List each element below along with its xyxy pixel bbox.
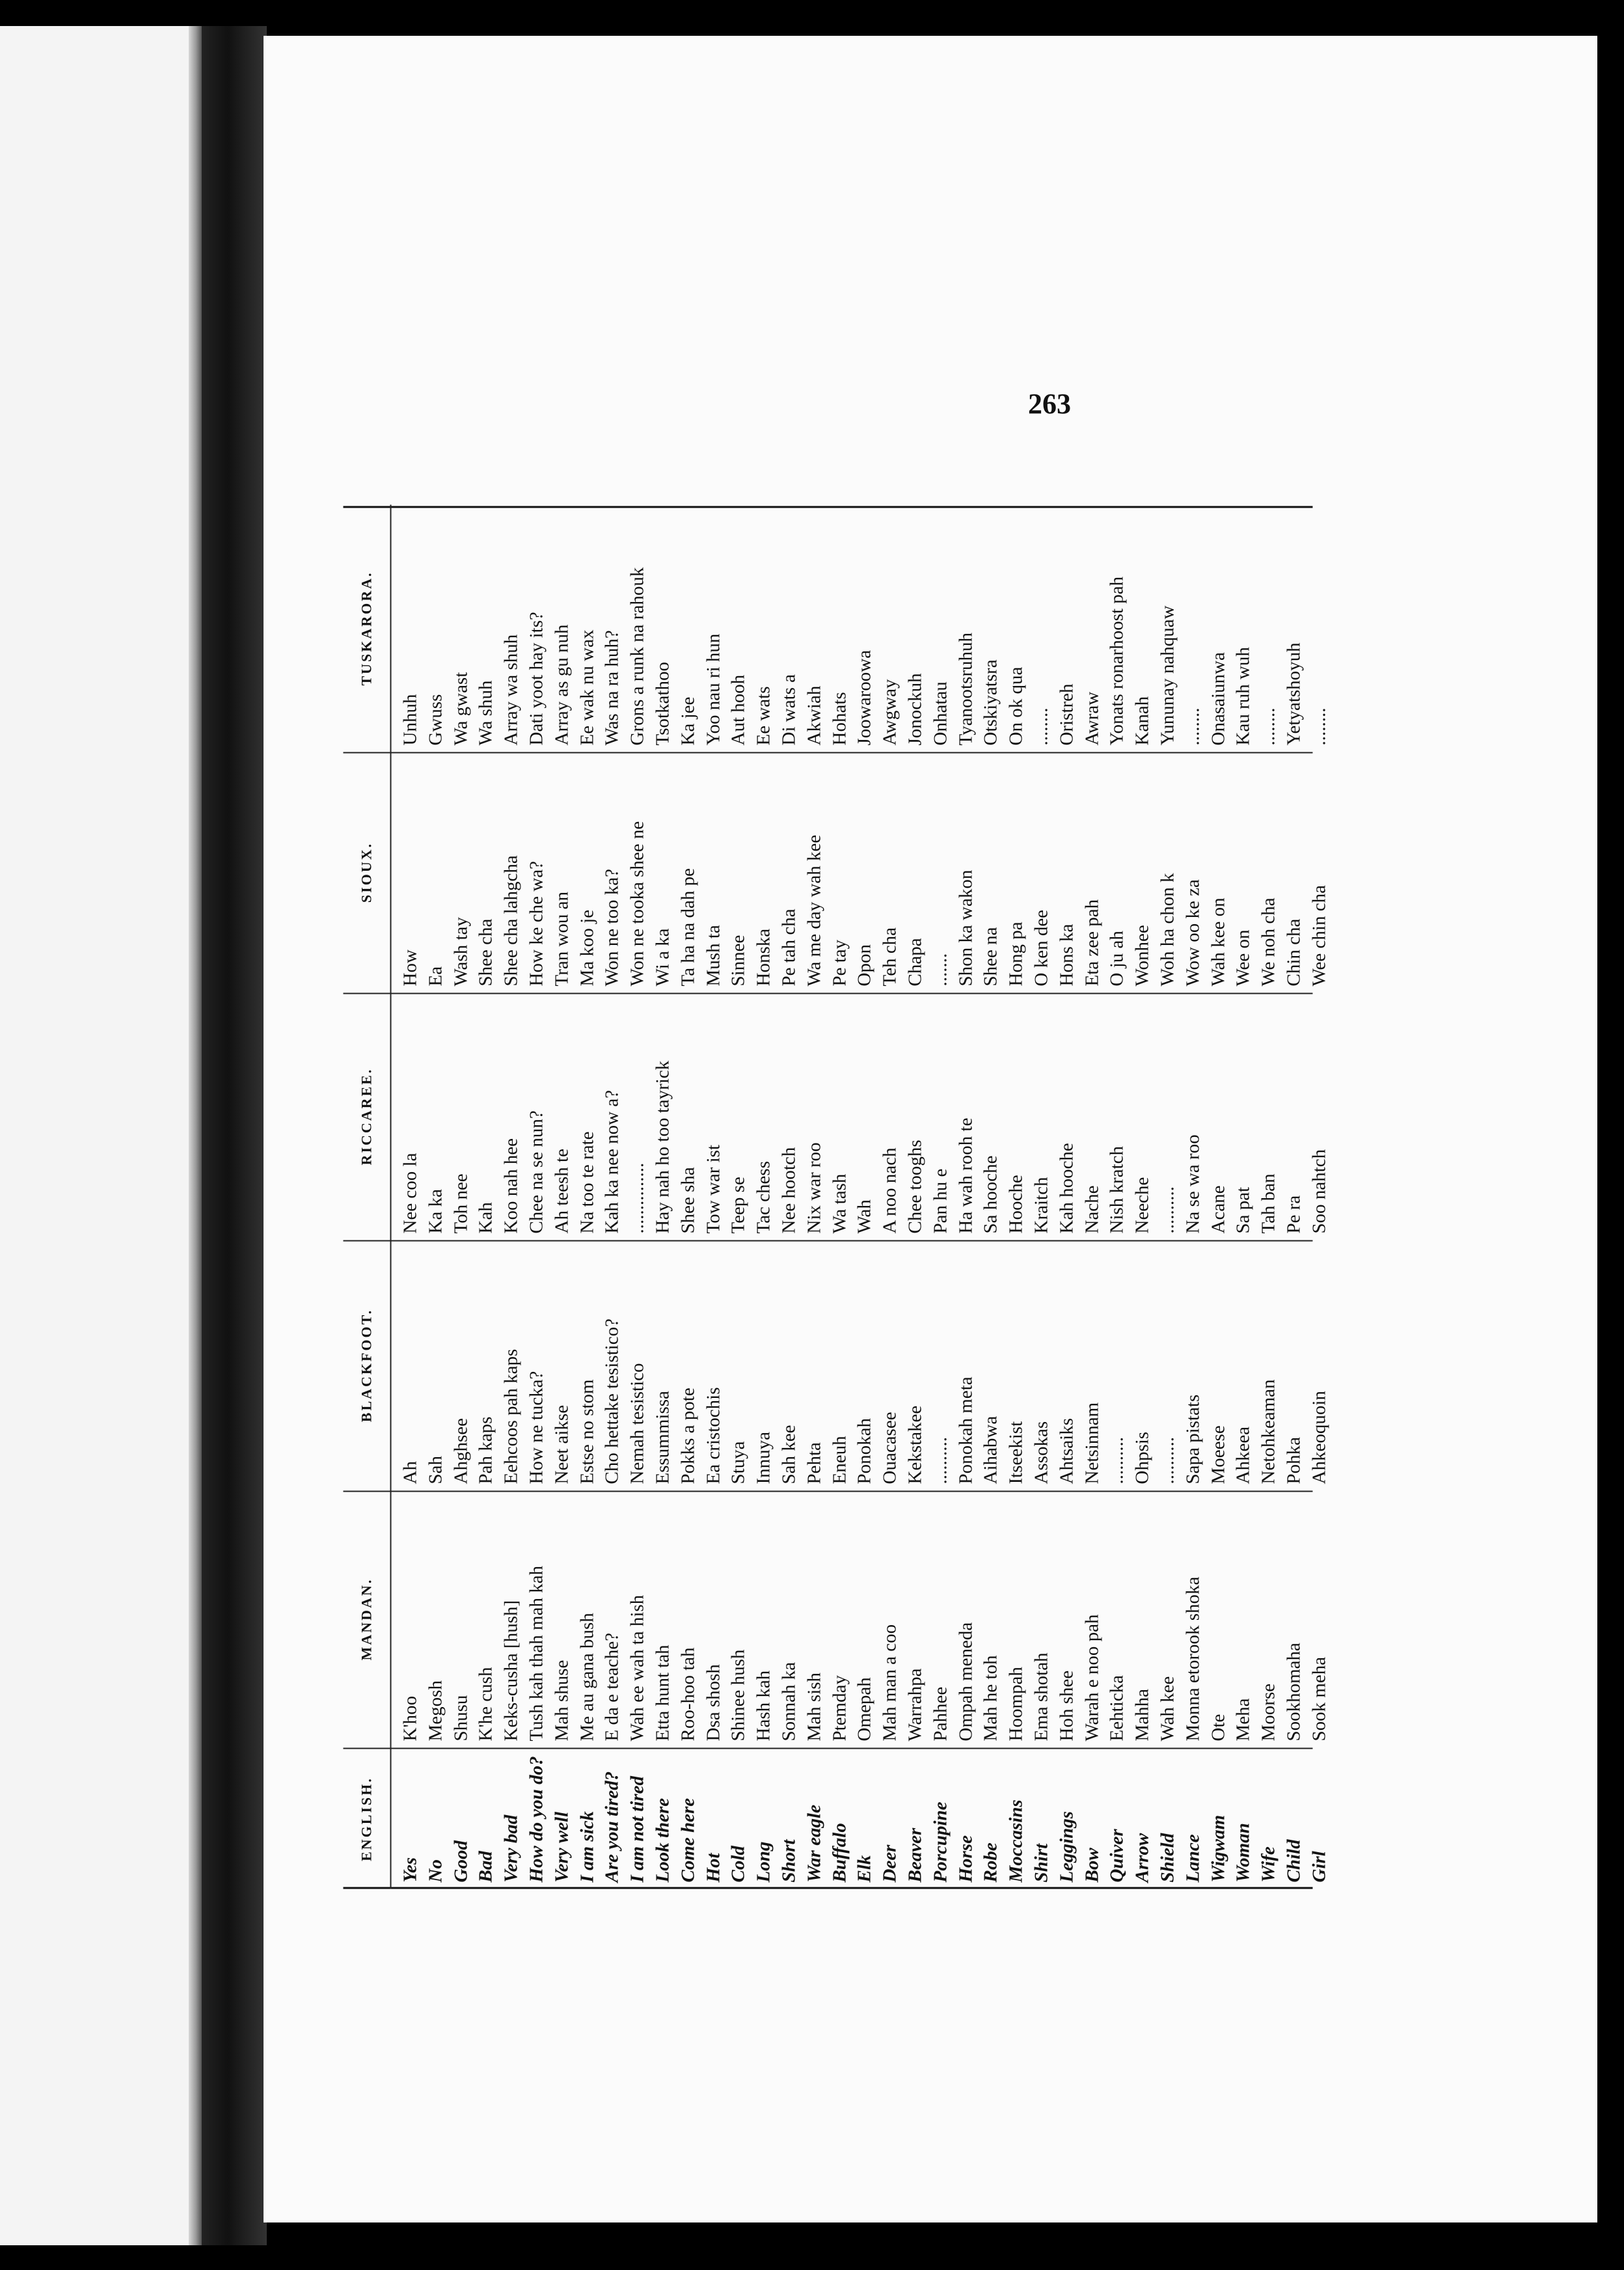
table-cell-tuskarora: Onasaiunwa [1208,652,1228,746]
table-cell-sioux: Won ne tooka shee ne [627,821,648,987]
table-cell-tuskarora: Unhuh [399,694,421,746]
table-cell-sioux: Shee cha lahgcha [500,855,522,987]
table-cell-sioux: Hons ka [1056,923,1077,987]
table-cell-mandan: Mah shuse [551,1660,573,1742]
table-cell-mandan: Mah he toh [980,1655,1001,1742]
table-cell-riccaree: Kah hooche [1056,1143,1077,1234]
column-body [392,1240,1332,1491]
table-cell-english: Bow [1081,1848,1103,1883]
table-cell-tuskarora: Wa shuh [475,680,496,746]
table-cell-english: Look there [652,1798,673,1883]
table-cell-english: Come here [677,1798,699,1883]
table-cell-sioux: Ta ha na dah pe [677,868,699,987]
table-cell-blackfoot: Ahtsaiks [1056,1418,1077,1484]
column-body [392,752,1332,993]
table-cell-riccaree: Sa hooche [980,1155,1001,1234]
table-cell-blackfoot: Kekstakee [904,1405,926,1484]
table-cell-blackfoot: Pah kaps [475,1416,496,1484]
table-cell-blackfoot: .......... [930,1437,951,1484]
table-cell-riccaree: Neeche [1131,1177,1153,1234]
table-cell-english: Buffalo [829,1823,850,1883]
table-cell-mandan: Me au gana bush [576,1613,598,1742]
table-cell-english: Horse [955,1835,977,1883]
column-header-mandan: MANDAN. [344,1491,392,1748]
table-cell-tuskarora: Jonockuh [904,673,926,746]
table-cell-english: Wigwam [1208,1814,1228,1883]
table-cell-tuskarora: Dati yoot hay its? [526,612,547,746]
table-cell-riccaree: Pan hu e [930,1168,951,1234]
table-cell-sioux: How ke che wa? [526,861,547,987]
table-cell-english: Elk [854,1855,875,1883]
column-mandan [344,1491,1330,1749]
page-fold [189,26,202,2245]
table-cell-sioux: O ju ah [1106,931,1128,987]
table-cell-tuskarora: Array wa shuh [500,634,522,746]
table-cell-riccaree: Chee tooghs [904,1140,926,1234]
table-cell-mandan: Ote [1208,1714,1228,1742]
table-cell-english: Leggings [1056,1811,1077,1883]
table-cell-tuskarora: Ka jee [677,696,699,746]
table-cell-blackfoot: Sah [425,1456,446,1484]
table-cell-english: Bad [475,1851,496,1883]
table-cell-english: Beaver [904,1827,926,1883]
table-cell-blackfoot: Ohpsis [1131,1431,1153,1484]
table-cell-sioux: Wi a ka [652,928,673,987]
column-body [392,993,1332,1240]
table-cell-blackfoot: Innuya [753,1431,774,1484]
table-cell-blackfoot: Sapa pistats [1182,1394,1204,1484]
table-cell-mandan: Sook meha [1308,1656,1330,1742]
table-cell-mandan: K'hoo [399,1695,421,1742]
table-cell-tuskarora: Di wats a [778,674,800,746]
table-cell-english: Porcupine [930,1801,951,1883]
table-cell-tuskarora: Yonats ronarhoost pah [1106,576,1128,746]
table-cell-blackfoot: Ouacasee [879,1412,900,1484]
table-cell-sioux: How [399,950,421,987]
table-cell-blackfoot: Pehta [804,1442,825,1484]
table-cell-mandan: Shusu [450,1695,472,1742]
table-cell-blackfoot: Ponokah meta [955,1376,977,1484]
table-cell-sioux: Honska [753,928,774,987]
table-cell-english: Woman [1232,1823,1254,1883]
table-cell-mandan: Shinee hush [727,1649,749,1742]
table-cell-blackfoot: Estse no stom [576,1379,598,1484]
table-cell-english: Robe [980,1842,1001,1883]
table-cell-sioux: Wa me day wah kee [804,834,825,987]
table-cell-sioux: Wee chin cha [1308,885,1330,987]
table-cell-tuskarora: Was na ra huh? [601,630,623,746]
table-cell-english: No [425,1859,446,1883]
table-cell-blackfoot: Stuya [727,1441,749,1484]
table-cell-mandan: Dsa shosh [703,1664,724,1742]
book-gutter [202,26,267,2245]
table-cell-sioux: Won ne too ka? [601,869,623,987]
table-cell-english: Shield [1157,1833,1178,1883]
table-cell-tuskarora: Otskiyatsra [980,659,1001,746]
table-cell-sioux: Hong pa [1005,922,1027,987]
previous-page [0,26,202,2245]
table-cell-english: Shirt [1031,1843,1052,1883]
table-cell-sioux: Wonhee [1131,925,1153,987]
table-cell-tuskarora: Joowaroowa [854,650,875,746]
table-cell-sioux: Ea [425,966,446,987]
table-cell-tuskarora: Ee wak nu wax [576,629,598,746]
table-cell-mandan: Pahhee [930,1686,951,1742]
table-cell-mandan: Warah e noo pah [1081,1614,1103,1742]
column-header-sioux: SIOUX. [344,752,392,993]
table-cell-riccaree: Nix war roo [804,1142,825,1234]
table-cell-blackfoot: Aihabwa [980,1415,1001,1484]
table-cell-riccaree: Nee hootch [778,1147,800,1234]
table-cell-english: Cold [727,1846,749,1883]
table-cell-blackfoot: Nemah tesistico [627,1363,648,1484]
vocabulary-table [344,506,1330,1889]
table-cell-riccaree: Soo nahtch [1308,1149,1330,1234]
table-cell-english: Arrow [1131,1833,1153,1883]
column-tuskarora [344,505,1330,754]
table-cell-riccaree: Wa tash [829,1173,850,1234]
column-header-blackfoot: BLACKFOOT. [344,1240,392,1491]
table-cell-riccaree: Ah teesh te [551,1149,573,1234]
table-cell-english: Girl [1308,1851,1330,1883]
table-cell-mandan: Warrahpa [904,1668,926,1742]
table-cell-tuskarora: ........ [1031,707,1052,746]
table-cell-blackfoot: Itseekist [1005,1421,1027,1484]
table-cell-tuskarora: Wa gwast [450,672,472,746]
table-cell-blackfoot: Cho hettake tesistico? [601,1319,623,1484]
table-cell-sioux: O ken dee [1031,909,1052,987]
table-cell-riccaree: Kah ka nee now a? [601,1089,623,1234]
table-cell-tuskarora: ........ [1308,707,1330,746]
table-cell-blackfoot: Ponokah [854,1418,875,1484]
table-cell-tuskarora: Hohats [829,692,850,746]
table-cell-sioux: Pe tah cha [778,909,800,987]
table-cell-sioux: Sinnee [727,935,749,987]
table-cell-mandan: K'he cush [475,1667,496,1742]
table-cell-sioux: Wee on [1232,929,1254,987]
table-cell-tuskarora: Akwiah [804,685,825,746]
table-cell-sioux: Tran wou an [551,891,573,987]
table-cell-english: Lance [1182,1834,1204,1883]
column-header-riccaree: RICCAREE. [344,993,392,1240]
table-cell-mandan: Meha [1232,1698,1254,1742]
table-cell-english: Wife [1258,1846,1279,1883]
table-cell-riccaree: Pe ra [1283,1195,1305,1234]
table-cell-tuskarora: Awraw [1081,691,1103,746]
table-cell-blackfoot: Ea cristochis [703,1387,724,1484]
table-cell-tuskarora: Onhatau [930,681,951,746]
table-cell-tuskarora: ........ [1258,707,1279,746]
table-cell-sioux: Woh ha chon k [1157,873,1178,987]
table-cell-mandan: Megosh [425,1680,446,1742]
table-cell-mandan: Keks-cusha [hush] [500,1600,522,1742]
table-cell-english: Moccasins [1005,1799,1027,1883]
column-header-tuskarora: TUSKARORA. [344,505,392,752]
column-sioux [344,752,1330,994]
column-body [392,1491,1332,1748]
table-cell-riccaree: Chee na se nun? [526,1110,547,1234]
table-cell-sioux: We noh cha [1258,897,1279,987]
table-cell-sioux: Shee cha [475,918,496,987]
column-body [392,505,1332,752]
table-cell-tuskarora: ........ [1182,707,1204,746]
table-cell-mandan: Ema shotah [1031,1652,1052,1742]
table-cell-blackfoot: Netohkeaman [1258,1379,1279,1484]
table-cell-english: I am not tired [627,1775,648,1883]
book-page [264,36,1597,2222]
column-riccaree [344,993,1330,1242]
table-cell-blackfoot: Eehcoos pah kaps [500,1348,522,1484]
table-cell-tuskarora: On ok qua [1005,666,1027,746]
table-cell-sioux: Chapa [904,938,926,987]
table-cell-blackfoot: Moeese [1208,1425,1228,1484]
table-cell-sioux: Teh cha [879,927,900,987]
table-cell-mandan: Wah ee wah ta hish [627,1594,648,1742]
table-cell-mandan: Omepah [854,1677,875,1742]
table-cell-sioux: Shee na [980,927,1001,987]
table-cell-riccaree: Na se wa roo [1182,1134,1204,1234]
table-cell-riccaree: Hooche [1005,1175,1027,1234]
table-cell-sioux: Eta zee pah [1081,899,1103,987]
table-cell-riccaree: Ha wah rooh te [955,1117,977,1234]
table-cell-riccaree: Shee sha [677,1167,699,1234]
table-cell-blackfoot: Neet aikse [551,1404,573,1484]
table-cell-sioux: Mush ta [703,925,724,987]
table-cell-riccaree: Nish kratch [1106,1146,1128,1234]
table-cell-blackfoot: Eneuh [829,1436,850,1484]
table-cell-blackfoot: Ahkeea [1232,1426,1254,1484]
table-cell-english: How do you do? [526,1756,547,1883]
table-cell-mandan: Sookhomaha [1283,1643,1305,1742]
table-cell-riccaree: Toh nee [450,1173,472,1234]
table-cell-mandan: E da e teache? [601,1632,623,1742]
table-cell-sioux: Shon ka wakon [955,869,977,987]
table-cell-blackfoot: Assokas [1031,1421,1052,1484]
table-cell-riccaree: Nache [1081,1185,1103,1234]
table-cell-mandan: Tush kah thah mah kah [526,1565,547,1742]
table-cell-english: Deer [879,1844,900,1883]
table-cell-sioux: Chin cha [1283,918,1305,987]
table-cell-riccaree: Acane [1208,1185,1228,1234]
table-cell-english: Are you tired? [601,1771,623,1883]
table-cell-english: Child [1283,1839,1305,1883]
table-cell-riccaree: Koo nah hee [500,1138,522,1234]
table-cell-english: Hot [703,1853,724,1883]
table-cell-riccaree: Nee coo la [399,1153,421,1234]
column-blackfoot [344,1240,1330,1492]
table-cell-tuskarora: Oristreh [1056,683,1077,746]
table-cell-tuskarora: Yetyatshoyuh [1283,642,1305,746]
table-cell-riccaree: Tac chess [753,1161,774,1234]
table-cell-mandan: Roo-hoo tah [677,1647,699,1742]
table-cell-blackfoot: How ne tucka? [526,1371,547,1484]
table-cell-riccaree: Tow war ist [703,1144,724,1234]
table-cell-blackfoot: Netsinnam [1081,1402,1103,1484]
table-cell-blackfoot: Ahkeoquoin [1308,1391,1330,1484]
column-body [392,1749,1332,1889]
table-cell-blackfoot: Pokks a pote [677,1388,699,1484]
table-cell-riccaree: Kah [475,1202,496,1234]
table-cell-sioux: Opon [854,944,875,987]
table-cell-english: I am sick [576,1811,598,1883]
table-cell-blackfoot: .......... [1106,1437,1128,1484]
table-cell-mandan: Hoompah [1005,1667,1027,1742]
column-english [344,1749,1330,1889]
table-cell-tuskarora: Kanah [1131,696,1153,746]
table-cell-blackfoot: Ahghsee [450,1418,472,1484]
column-header-english: ENGLISH. [344,1749,392,1889]
table-cell-mandan: Mahha [1131,1688,1153,1742]
table-cell-riccaree: ............... [627,1162,648,1234]
table-cell-tuskarora: Yoo nau ri hun [703,633,724,746]
table-cell-blackfoot: Ah [399,1461,421,1484]
table-cell-tuskarora: Ee wats [753,686,774,746]
table-cell-riccaree: Wah [854,1199,875,1234]
table-cell-riccaree: Teep se [727,1177,749,1234]
table-cell-mandan: Monna etorook shoka [1182,1576,1204,1742]
table-cell-tuskarora: Tsotkathoo [652,662,673,746]
table-cell-mandan: Etta hunt tah [652,1645,673,1742]
table-cell-mandan: Mah man a coo [879,1624,900,1742]
table-cell-blackfoot: Sah kee [778,1425,800,1484]
table-cell-sioux: Wash tay [450,917,472,987]
table-cell-mandan: Mah sish [804,1672,825,1742]
table-cell-mandan: Wah kee [1157,1676,1178,1742]
table-cell-english: Yes [399,1857,421,1883]
table-cell-sioux: Wah kee on [1208,897,1228,987]
table-cell-mandan: Eehticka [1106,1675,1128,1742]
table-cell-sioux: ....... [930,953,951,987]
table-cell-mandan: Hoh shee [1056,1670,1077,1742]
table-cell-english: Quiver [1106,1829,1128,1883]
table-cell-mandan: Moorse [1258,1683,1279,1742]
table-cell-english: Good [450,1840,472,1883]
table-cell-mandan: Ompah meneda [955,1622,977,1742]
table-cell-english: Short [778,1839,800,1883]
table-cell-sioux: Ma koo je [576,909,598,987]
table-cell-riccaree: Tah ban [1258,1173,1279,1234]
table-cell-riccaree: Na too te rate [576,1131,598,1234]
table-cell-mandan: Hash kah [753,1670,774,1742]
table-cell-riccaree: Sa pat [1232,1186,1254,1234]
table-cell-english: Very bad [500,1814,522,1883]
table-cell-riccaree: Ka ka [425,1189,446,1234]
table-cell-riccaree: Kraitch [1031,1177,1052,1234]
table-cell-blackfoot: Essummissa [652,1391,673,1484]
table-cell-blackfoot: Pohka [1283,1437,1305,1484]
table-cell-tuskarora: Awgway [879,679,900,746]
table-cell-sioux: Pe tay [829,939,850,987]
table-cell-english: War eagle [804,1805,825,1883]
table-cell-riccaree: A noo nach [879,1147,900,1234]
table-cell-tuskarora: Grons a runk na rahouk [627,567,648,746]
table-cell-english: Very well [551,1811,573,1883]
table-cell-mandan: Sonnah ka [778,1661,800,1742]
table-cell-tuskarora: Gwuss [425,694,446,746]
table-cell-blackfoot: .......... [1157,1437,1178,1484]
table-cell-tuskarora: Aut hooh [727,674,749,746]
table-cell-mandan: Ptemday [829,1675,850,1742]
table-cell-tuskarora: Yununay nahquaw [1157,605,1178,746]
table-cell-tuskarora: Array as gu nuh [551,624,573,746]
table-cell-riccaree: Hay nah ho too tayrick [652,1060,673,1234]
page-number: 263 [1028,388,1071,420]
table-cell-english: Long [753,1841,774,1883]
table-cell-tuskarora: Tyanootsruhuh [955,632,977,746]
table-cell-riccaree: .......... [1157,1186,1178,1234]
table-cell-sioux: Wow oo ke za [1182,879,1204,987]
table-cell-tuskarora: Kau ruh wuh [1232,647,1254,746]
